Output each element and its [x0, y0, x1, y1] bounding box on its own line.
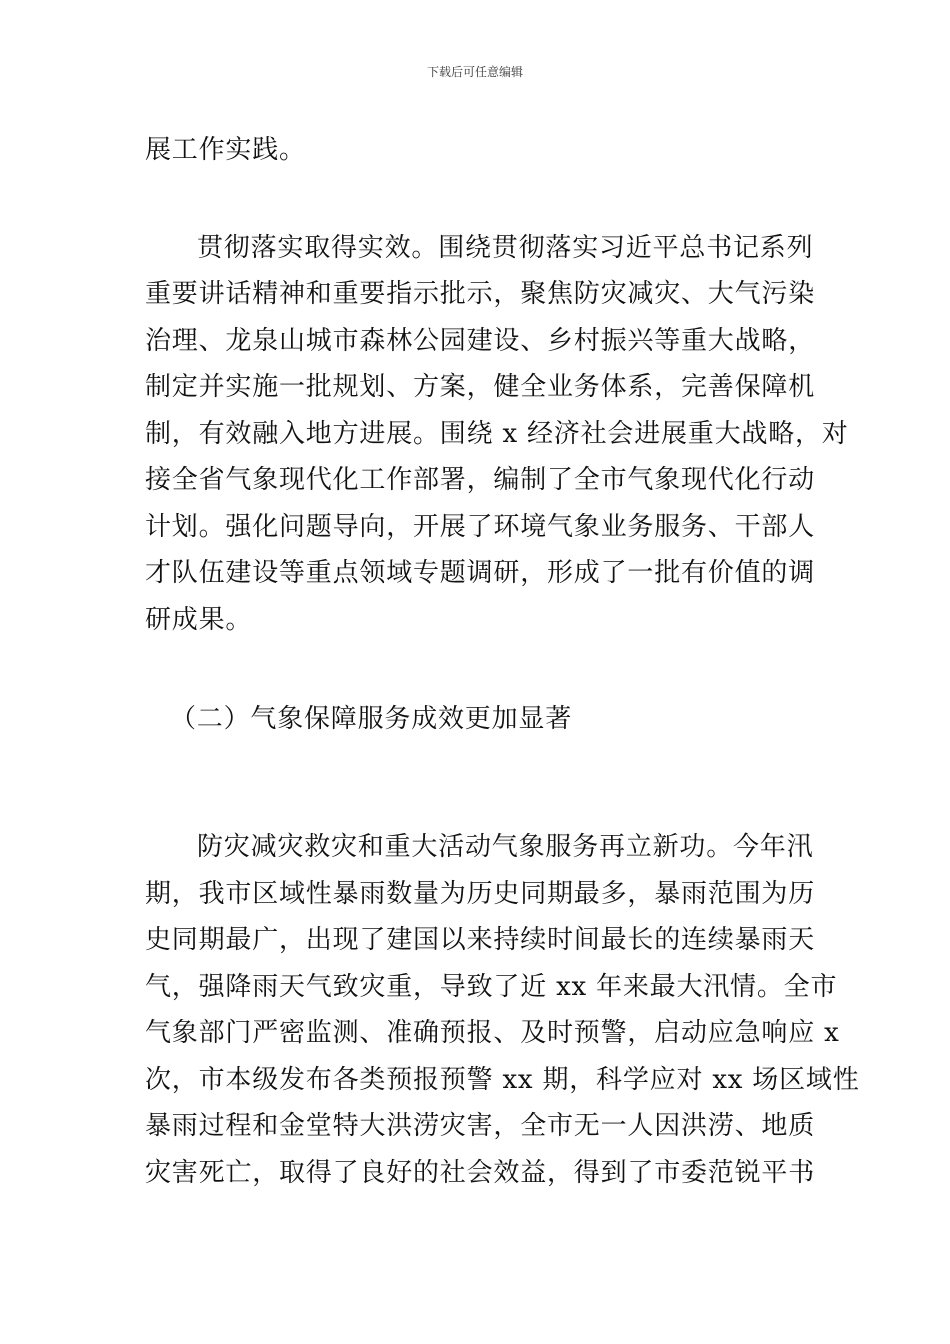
paragraph-line: 贯彻落实取得实效。围绕贯彻落实习近平总书记系列	[197, 233, 814, 263]
paragraph-line: 接全省气象现代化工作部署，编制了全市气象现代化行动	[145, 465, 816, 495]
paragraph-line: 灾害死亡，取得了良好的社会效益，得到了市委范锐平书	[145, 1158, 816, 1188]
paragraph-line: 气，强降雨天气致灾重，导致了近 xx 年来最大汛情。全市	[145, 972, 838, 1002]
paragraph-line: 展工作实践。	[145, 135, 306, 165]
paragraph-line: 才队伍建设等重点领域专题调研，形成了一批有价值的调	[145, 558, 816, 588]
page-header: 下载后可任意编辑	[426, 65, 523, 79]
paragraph-line: 期，我市区域性暴雨数量为历史同期最多，暴雨范围为历	[145, 879, 816, 909]
paragraph-line: 气象部门严密监测、准确预报、及时预警，启动应急响应 x	[145, 1018, 840, 1048]
paragraph-line: 重要讲话精神和重要指示批示，聚焦防灾减灾、大气污染	[145, 279, 816, 309]
paragraph-line: 研成果。	[145, 605, 253, 635]
paragraph-line: 防灾减灾救灾和重大活动气象服务再立新功。今年汛	[197, 832, 814, 862]
paragraph-line: 制，有效融入地方进展。围绕 x 经济社会进展重大战略，对	[145, 419, 849, 449]
section-heading: （二）气象保障服务成效更加显著	[170, 704, 573, 734]
paragraph-line: 治理、龙泉山城市森林公园建设、乡村振兴等重大战略，	[145, 326, 816, 356]
paragraph-line: 制定并实施一批规划、方案，健全业务体系，完善保障机	[145, 372, 816, 402]
paragraph-line: 计划。强化问题导向，开展了环境气象业务服务、干部人	[145, 512, 816, 542]
paragraph-line: 暴雨过程和金堂特大洪涝灾害，全市无一人因洪涝、地质	[145, 1111, 816, 1141]
paragraph-line: 史同期最广，出现了建国以来持续时间最长的连续暴雨天	[145, 925, 816, 955]
paragraph-line: 次，市本级发布各类预报预警 xx 期，科学应对 xx 场区域性	[145, 1065, 860, 1095]
